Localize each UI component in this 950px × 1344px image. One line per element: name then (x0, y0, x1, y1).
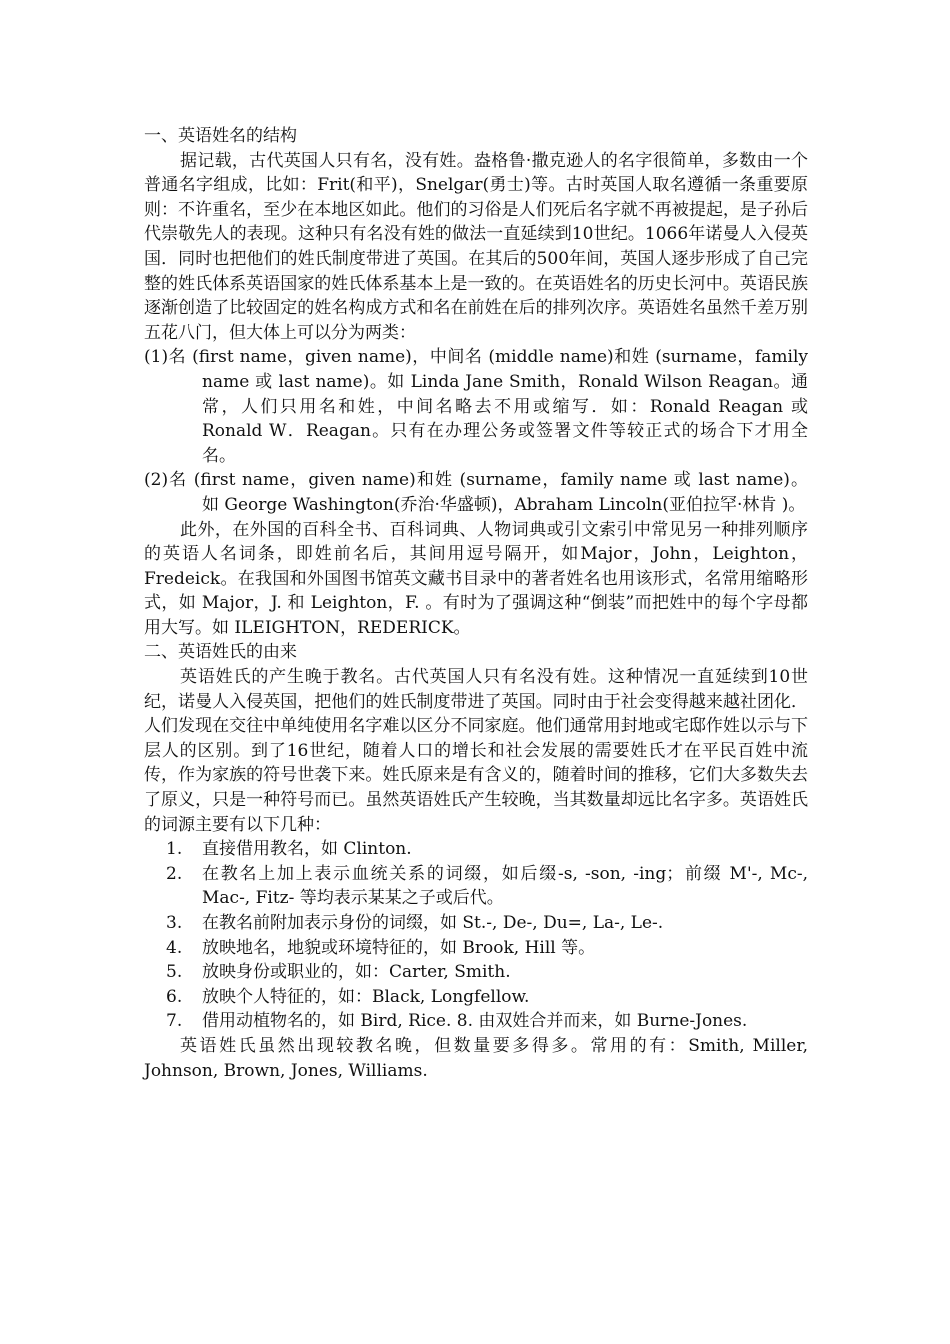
paragraph-origin: 英语姓氏的产生晚于教名。古代英国人只有名没有姓。这种情况一直延续到10世纪，诺曼人入侵英国，把他们的姓氏制度带进了英国。同时由于社会变得越来越社团化．人们发现在交往中单纯使用名字难以区分不同家庭。他们通常用封地或宅邸作姓以示与下层人的区别。到了16世纪，随着人口的增长和社会发展的需要姓氏才在平民百姓中流传，作为家族的符号世袭下来。姓氏原来是有含义的，随着时间的推移，它们大多数失去了原义，只是一种符号而已。虽然英语姓氏产生较晚，当其数量却远比名字多。英语姓氏的词源主要有以下几种： (144, 667, 808, 835)
list-number: 4. (166, 937, 183, 958)
list-item (144, 1009, 808, 1034)
list-number: 3. (166, 913, 183, 933)
paragraph-history: 据记载，古代英国人只有名，没有姓。盎格鲁·撒克逊人的名字很简单，多数由一个普通名字组成，比如：Frit(和平)，Snelgar(勇士)等。古时英国人取名遵循一条重要原则：不许重名，至少在本地区如此。他们的习俗是人们死后名字就不再被提起，是子孙后代崇敬先人的表现。这种只有名没有姓的做法一直延续到10世纪。1066年诺曼人入侵英国．同时也把他们的姓氏制度带进了英国。在其后的500年间，英国人逐步形成了自己完整的姓氏体系英语国家的姓氏体系基本上是一致的。在英语姓名的历史长河中。英语民族逐渐创造了比较固定的姓名构成方式和名在前姓在后的排列次序。英语姓名虽然千差万别五花八门，但大体上可以分为两类： (144, 150, 808, 343)
list-number: 7. (166, 1011, 183, 1032)
section-heading-structure: 一、英语姓名的结构 (144, 126, 297, 146)
list-text: 借用动植物名的，如 Bird, Rice. 8. 由双姓合并而来，如 Burne-Jones. (202, 1011, 748, 1032)
list-text: 放映地名，地貌或环境特征的，如 Brook, Hill 等。 (202, 937, 596, 958)
surname-origin-list (144, 837, 808, 1034)
list-item (144, 862, 808, 911)
list-number: 2. (166, 863, 183, 884)
paragraph-common-surnames: 英语姓氏虽然出现较教名晚，但数量要多得多。常用的有：Smith, Miller, Johnson, Brown, Jones, Williams. (144, 1035, 808, 1081)
paragraph-reverse-order: 此外，在外国的百科全书、百科词典、人物词典或引文索引中常见另一种排列顺序的英语人名词条，即姓前名后，其间用逗号隔开，如Major，John，Leighton，Fredeick。在我国和外国图书馆英文藏书目录中的著者姓名也用该形式，名常用缩略形式，如 Major，J. 和 Leighton，F. 。有时为了强调这种“倒装”而把姓中的每个字母都用大写。如 ILEIGHTON，REDERICK。 (144, 519, 808, 638)
list-number: 1. (166, 839, 183, 860)
section-heading-origin: 二、英语姓氏的由来 (144, 642, 297, 663)
list-item (144, 985, 808, 1010)
name-type-1: (1)名 (first name，given name)，中间名 (middle name)和姓 (surname，family name 或 last name)。如 Linda Jane Smith，Ronald Wilson Reagan。通常，人们只用名和姓，中间名略去不用或缩写．如：Ronald Reagan 或 Ronald W．Reagan。只有在办理公务或签署文件等较正式的场合下才用全名。 (144, 347, 808, 466)
list-item (144, 837, 808, 862)
list-number: 5. (166, 962, 183, 983)
list-item (144, 960, 808, 985)
list-number: 6. (166, 986, 183, 1007)
list-text: 放映个人特征的，如：Black, Longfellow. (202, 986, 530, 1007)
list-item (144, 936, 808, 961)
list-text: 直接借用教名，如 Clinton. (202, 839, 412, 860)
name-type-2: (2)名 (first name，given name)和姓 (surname，family name 或 last name)。 如 George Washington(乔治·华盛顿)，Abraham Lincoln(亚伯拉罕·林肯 )。 (144, 470, 808, 515)
list-item (144, 911, 808, 936)
list-text: 放映身份或职业的，如：Carter, Smith. (202, 962, 511, 983)
list-text: 在教名前附加表示身份的词缀，如 St.-, De-, Du=, La-, Le-. (202, 913, 664, 933)
list-text: 在教名上加上表示血统关系的词缀，如后缀-s, -son, -ing；前缀 M'-, Mc-, Mac-, Fitz- 等均表示某某之子或后代。 (202, 863, 808, 909)
document-page (144, 124, 808, 1083)
